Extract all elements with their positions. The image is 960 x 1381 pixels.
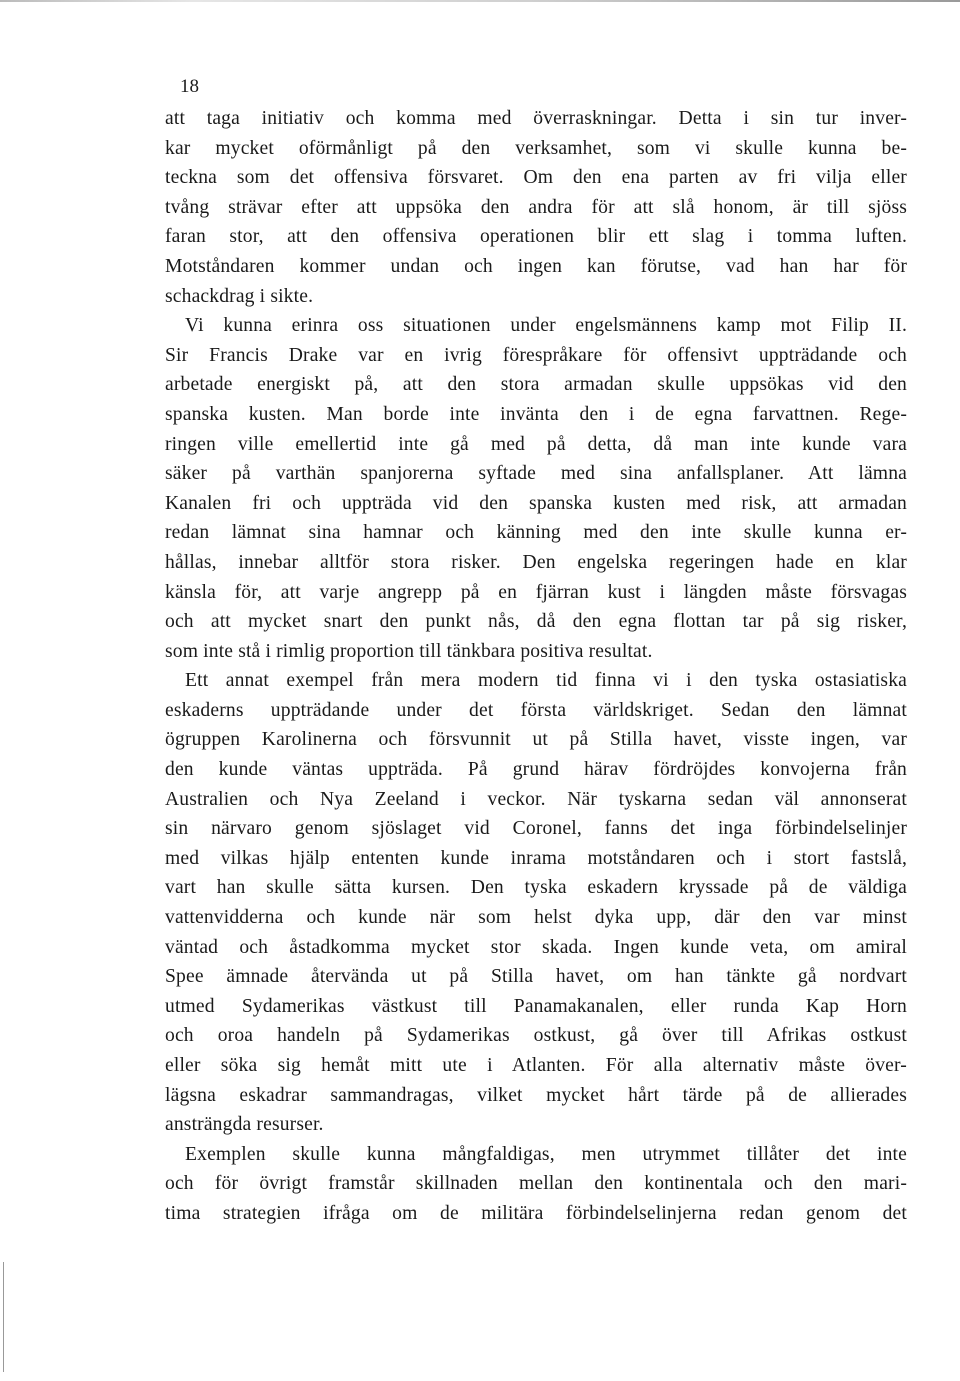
text-line: och oroa handeln på Sydamerikas ostkust, gå över till Afrikas ostkust [165, 1025, 907, 1047]
text-line: Exemplen skulle kunna mångfaldigas, men utrymmet tillåter det inte [185, 1143, 907, 1165]
text-line: faran stor, att den offensiva operationen blir ett slag i tomma luften. [165, 226, 907, 248]
text-line: sin närvaro genom sjöslaget vid Coronel, fanns det inga förbindelselinjer [165, 818, 907, 840]
text-line: kar mycket oförmånligt på den verksamhet, som vi skulle kunna be- [165, 137, 907, 159]
text-line: utmed Sydamerikas västkust till Panamakanalen, eller runda Kap Horn [165, 995, 907, 1017]
text-line: tima strategien ifråga om de militära förbindelselinjerna redan genom det [165, 1202, 907, 1224]
text-line: Ett annat exempel från mera modern tid finna vi i den tyska ostasiatiska [185, 670, 907, 692]
scan-left-edge [3, 1262, 4, 1372]
text-line: Australien och Nya Zeeland i veckor. När tyskarna sedan väl annonserat [165, 788, 907, 810]
text-line: Vi kunna erinra oss situationen under engelsmännens kamp mot Filip II. [185, 315, 907, 337]
page-number: 18 [180, 76, 199, 97]
text-line: säker på varthän spanjorerna syftade med sina anfallsplaner. Att lämna [165, 463, 907, 485]
text-line: Kanalen fri och uppträda vid den spanska kusten med risk, att armadan [165, 492, 907, 514]
text-line: eskaderns uppträdande under det första världskriget. Sedan den lämnat [165, 699, 907, 721]
text-line: väntad och åstadkomma mycket stor skada. Ingen kunde veta, om amiral [165, 936, 907, 958]
text-line: som inte stå i rimlig proportion till tänkbara positiva resultat. [165, 640, 653, 662]
body-text [165, 104, 907, 1229]
text-line: spanska kusten. Man borde inte invänta den i de egna farvattnen. Rege- [165, 403, 907, 425]
text-line: med vilkas hjälp ententen kunde inrama motståndaren och i stort fastslå, [165, 847, 907, 869]
text-line: ögruppen Karolinerna och försvunnit ut på Stilla havet, visste ingen, var [165, 729, 907, 751]
text-line: känsla för, att varje angrepp på en fjärran kust i längden måste försvagas [165, 581, 907, 603]
text-line: att taga initiativ och komma med överraskningar. Detta i sin tur inver- [165, 108, 907, 129]
text-line: ansträngda resurser. [165, 1114, 324, 1136]
text-line: Spee ämnade återvända ut på Stilla havet, om han tänkte gå nordvart [165, 966, 907, 988]
text-line: lägsna eskadrar sammandragas, vilket mycket hårt tärde på de allierades [165, 1084, 907, 1106]
text-line: vart han skulle sätta kursen. Den tyska eskadern kryssade på de väldiga [165, 877, 907, 899]
text-line: ringen ville emellertid inte gå med på detta, då man inte kunde vara [165, 433, 907, 455]
text-line: schackdrag i sikte. [165, 285, 314, 307]
scan-top-edge [0, 0, 960, 2]
text-line: och att mycket snart den punkt nås, då den egna flottan tar på sig risker, [165, 611, 907, 633]
text-line: Motståndaren kommer undan och ingen kan förutse, vad han har för [165, 255, 907, 277]
text-line: den kunde väntas uppträda. På grund härav fördröjdes konvojerna från [165, 759, 907, 781]
text-line: teckna som det offensiva försvaret. Om den ena parten av fri vilja eller [165, 167, 907, 189]
text-line: eller söka sig hemåt mitt ute i Atlanten. För alla alternativ måste över- [165, 1055, 907, 1076]
text-line: tvång strävar efter att uppsöka den andra för att slå honom, är till sjöss [165, 196, 907, 218]
text-line: Sir Francis Drake var en ivrig förespråkare för offensivt uppträdande och [165, 344, 907, 366]
text-line: och för övrigt framstår skillnaden mellan den kontinentala och den mari- [165, 1173, 907, 1195]
text-line: arbetade energiskt på, att den stora armadan skulle uppsökas vid den [165, 374, 907, 396]
text-line: redan lämnat sina hamnar och känning med den inte skulle kunna er- [165, 522, 907, 544]
text-line: hållas, innebar alltför stora risker. Den engelska regeringen hade en klar [165, 551, 907, 573]
text-line: vattenvidderna och kunde när som helst dyka upp, där den var minst [165, 907, 907, 929]
